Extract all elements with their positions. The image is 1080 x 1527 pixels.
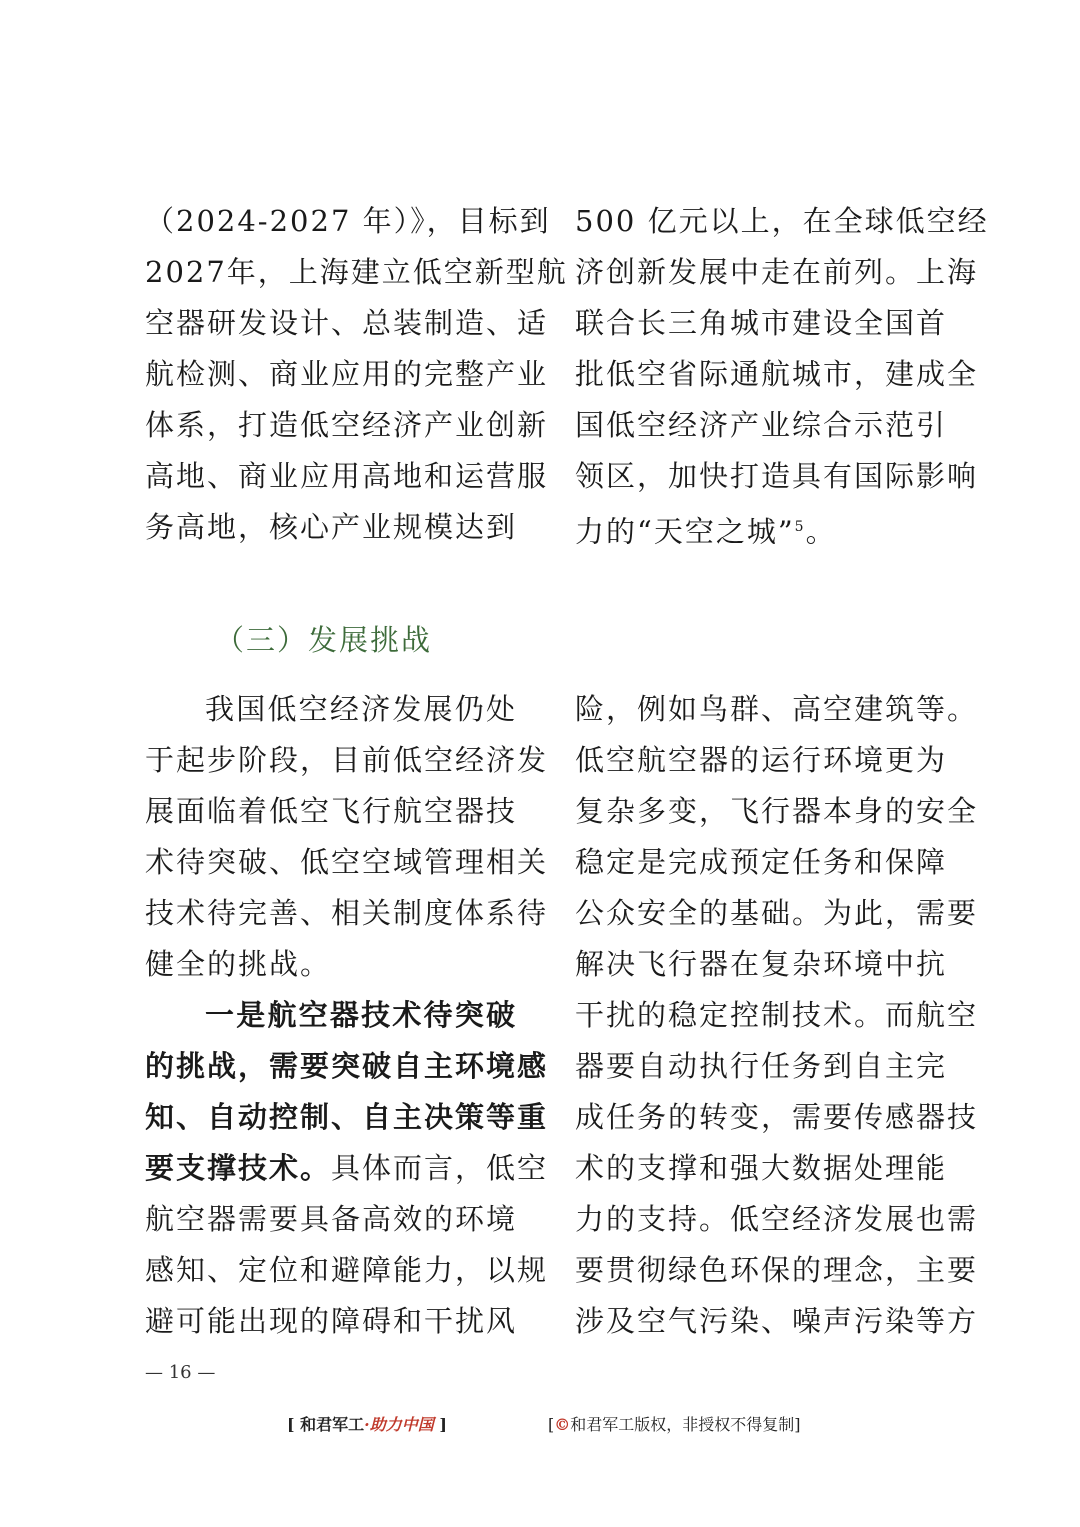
text-line: 于起步阶段，目前低空经济发	[145, 743, 549, 777]
text-line: 术待突破、低空空域管理相关	[145, 845, 549, 879]
text-line: 航检测、商业应用的完整产业	[145, 357, 549, 391]
bracket-close: ]	[439, 1415, 447, 1434]
top-right-column	[575, 196, 989, 553]
bottom-left-column	[145, 684, 549, 1347]
text-line: 体系，打造低空经济产业创新	[145, 408, 549, 442]
bold-text: 知、自动控制、自主决策等重	[145, 1100, 549, 1134]
bold-text: 一是航空器技术待突破	[205, 998, 517, 1032]
text-line: 成任务的转变，需要传感器技	[575, 1100, 979, 1134]
text-line: 我国低空经济发展仍处	[205, 692, 517, 726]
text-line	[575, 502, 947, 553]
text-line: 务高地，核心产业规模达到	[145, 510, 518, 544]
text-line: 济创新发展中走在前列。上海	[575, 255, 979, 289]
text-line: 感知、定位和避障能力，以规	[145, 1253, 549, 1287]
text-line: （2024-2027 年）》，目标到	[145, 204, 551, 238]
copyright-text: 和君军工版权，非授权不得复制	[570, 1415, 795, 1434]
text-line: 要贯彻绿色环保的理念，主要	[575, 1253, 979, 1287]
footer-brand	[287, 1412, 447, 1435]
text-line: 国低空经济产业综合示范引	[575, 408, 948, 442]
bold-line	[145, 1041, 549, 1092]
brand-dot: ·	[364, 1415, 370, 1434]
text-line: 器要自动执行任务到自主完	[575, 1049, 948, 1083]
bold-text: 要支撑技术。	[145, 1151, 332, 1185]
brand-slogan: 助力中国	[369, 1415, 434, 1434]
normal-text: 具体而言，低空	[331, 1151, 549, 1185]
text-line: 空器研发设计、总装制造、适	[145, 306, 549, 340]
text-line: 公众安全的基础。为此，需要	[575, 896, 979, 930]
text-line: 2027年，上海建立低空新型航	[145, 255, 568, 289]
bold-line	[145, 990, 517, 1041]
text-line: 技术待完善、相关制度体系待	[145, 896, 549, 930]
copyright-icon: ©	[554, 1415, 571, 1434]
text-line: 高地、商业应用高地和运营服	[145, 459, 549, 493]
bracket-close: ]	[794, 1415, 801, 1434]
text-line: 低空航空器的运行环境更为	[575, 743, 948, 777]
footer-copyright	[548, 1412, 801, 1435]
quoted-term: 力的“天空之城”	[575, 514, 795, 549]
text-line: 复杂多变，飞行器本身的安全	[575, 794, 979, 828]
top-left-column	[145, 196, 568, 553]
bracket-open: [	[548, 1415, 555, 1434]
text-line: 稳定是完成预定任务和保障	[575, 845, 948, 879]
bold-line	[145, 1092, 549, 1143]
footnote-marker[interactable]: 5	[794, 519, 806, 535]
text-line: 展面临着低空飞行航空器技	[145, 794, 518, 828]
text-line: 干扰的稳定控制技术。而航空	[575, 998, 979, 1032]
brand-name: 和君军工	[300, 1415, 365, 1434]
text-line: 术的支撑和强大数据处理能	[575, 1151, 948, 1185]
mixed-line	[145, 1143, 549, 1194]
period: 。	[805, 514, 837, 549]
text-line: 批低空省际通航城市，建成全	[575, 357, 979, 391]
text-line: 力的支持。低空经济发展也需	[575, 1202, 979, 1236]
text-line: 健全的挑战。	[145, 947, 332, 981]
text-line: 险，例如鸟群、高空建筑等。	[575, 692, 979, 726]
bold-text: 的挑战，需要突破自主环境感	[145, 1049, 549, 1083]
text-line: 解决飞行器在复杂环境中抗	[575, 947, 948, 981]
bottom-right-column	[575, 684, 979, 1347]
text-line: 涉及空气污染、噪声污染等方	[575, 1304, 979, 1338]
text-line: 领区，加快打造具有国际影响	[575, 459, 979, 493]
bracket-open: [	[287, 1415, 295, 1434]
text-line: 联合长三角城市建设全国首	[575, 306, 948, 340]
text-line: 避可能出现的障碍和干扰风	[145, 1304, 518, 1338]
text-line: 500 亿元以上，在全球低空经	[575, 204, 989, 238]
page-number: — 16 —	[145, 1362, 216, 1383]
section-heading: （三）发展挑战	[215, 623, 433, 657]
text-line: 航空器需要具备高效的环境	[145, 1202, 518, 1236]
